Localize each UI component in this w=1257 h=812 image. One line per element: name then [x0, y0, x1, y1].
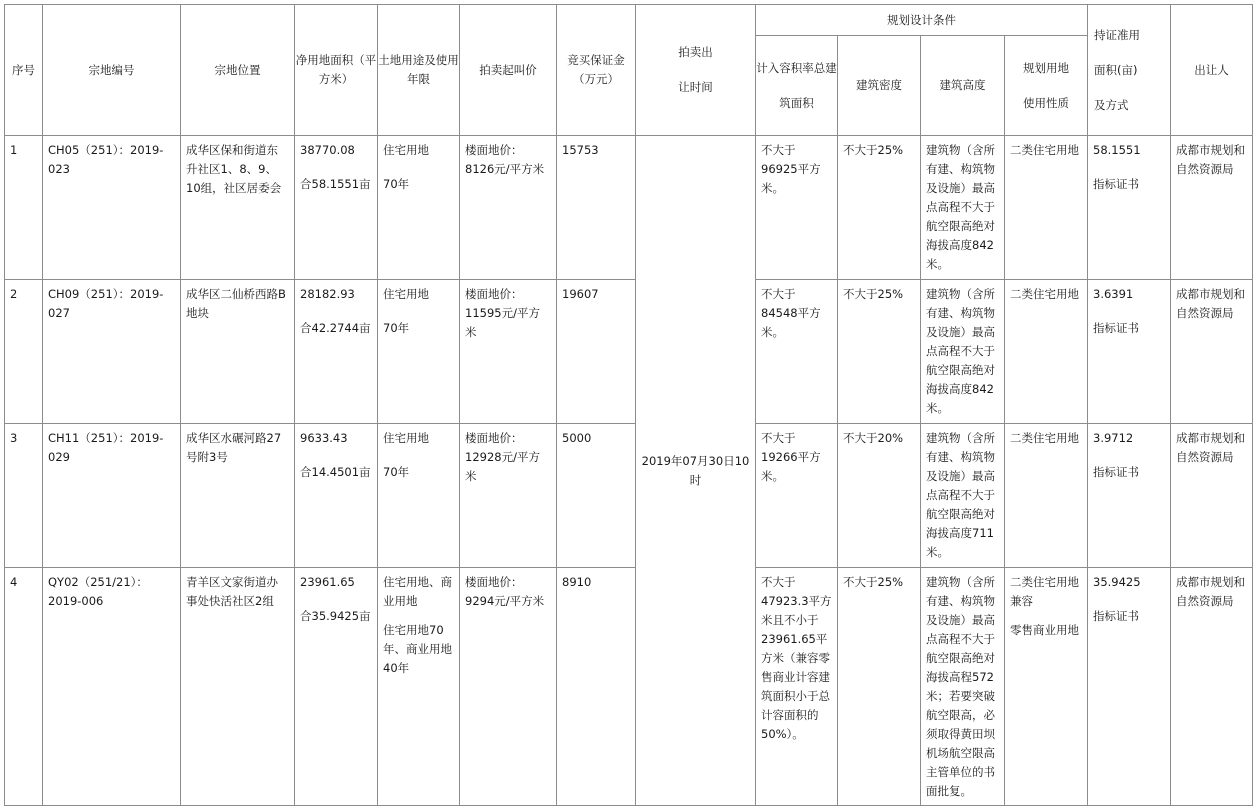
cell-seller: 成都市规划和自然资源局	[1171, 136, 1253, 280]
header-density: 建筑密度	[838, 36, 921, 136]
cell-density: 不大于25%	[838, 568, 921, 806]
header-deposit: 竞买保证金（万元）	[557, 5, 636, 136]
cell-price: 楼面地价： 11595元/平方米	[460, 280, 557, 424]
cell-far: 不大于19266平方米。	[756, 424, 838, 568]
header-parcel-no: 宗地编号	[43, 5, 181, 136]
cell-price: 楼面地价： 9294元/平方米	[460, 568, 557, 806]
cell-deposit: 8910	[557, 568, 636, 806]
cell-quota: 35.9425 指标证书	[1088, 568, 1171, 806]
header-location: 宗地位置	[181, 5, 295, 136]
cell-height: 建筑物（含所有建、构筑物及设施）最高点高程不大于航空限高绝对海拔高程572米；若要突破航空限高，必须取得黄田坝机场航空限高主管单位的书面批复。	[921, 568, 1005, 806]
header-planning-conditions: 规划设计条件	[756, 5, 1088, 36]
table-row	[5, 424, 1253, 568]
cell-deposit: 15753	[557, 136, 636, 280]
cell-location: 成华区保和街道东升社区1、8、9、10组，社区居委会	[181, 136, 295, 280]
cell-auction-time: 2019年07月30日10时	[636, 136, 756, 806]
table-row	[5, 280, 1253, 424]
cell-location: 成华区水碾河路27号附3号	[181, 424, 295, 568]
cell-quota: 3.6391 指标证书	[1088, 280, 1171, 424]
cell-price: 楼面地价： 12928元/平方米	[460, 424, 557, 568]
cell-far: 不大于84548平方米。	[756, 280, 838, 424]
header-height: 建筑高度	[921, 36, 1005, 136]
cell-parcel-no: CH05（251）：2019-023	[43, 136, 181, 280]
cell-seq: 2	[5, 280, 43, 424]
cell-seller: 成都市规划和自然资源局	[1171, 424, 1253, 568]
cell-parcel-no: CH11（251）：2019-029	[43, 424, 181, 568]
header-seq: 序号	[5, 5, 43, 136]
cell-deposit: 5000	[557, 424, 636, 568]
cell-seq: 3	[5, 424, 43, 568]
cell-seq: 4	[5, 568, 43, 806]
cell-height: 建筑物（含所有建、构筑物及设施）最高点高程不大于航空限高绝对海拔高度842米。	[921, 136, 1005, 280]
cell-deposit: 19607	[557, 280, 636, 424]
cell-quota: 58.1551 指标证书	[1088, 136, 1171, 280]
header-net-area: 净用地面积（平方米）	[295, 5, 378, 136]
header-land-use: 土地用途及使用年限	[378, 5, 460, 136]
cell-far: 不大于96925平方米。	[756, 136, 838, 280]
table-row	[5, 136, 1253, 280]
header-far: 计入容积率总建 筑面积	[756, 36, 838, 136]
cell-use-nature: 二类住宅用地兼容 零售商业用地	[1005, 568, 1088, 806]
header-quota: 持证准用 面积(亩) 及方式	[1088, 5, 1171, 136]
cell-location: 成华区二仙桥西路B地块	[181, 280, 295, 424]
cell-land-use: 住宅用地 70年	[378, 280, 460, 424]
cell-price: 楼面地价： 8126元/平方米	[460, 136, 557, 280]
cell-use-nature: 二类住宅用地	[1005, 136, 1088, 280]
header-row-1	[5, 5, 1253, 36]
cell-seq: 1	[5, 136, 43, 280]
cell-area: 38770.08 合58.1551亩	[295, 136, 378, 280]
cell-parcel-no: QY02（251/21）：2019-006	[43, 568, 181, 806]
cell-use-nature: 二类住宅用地	[1005, 424, 1088, 568]
cell-density: 不大于20%	[838, 424, 921, 568]
cell-density: 不大于25%	[838, 136, 921, 280]
header-auction-time: 拍卖出 让时间	[636, 5, 756, 136]
cell-density: 不大于25%	[838, 280, 921, 424]
cell-area: 9633.43 合14.4501亩	[295, 424, 378, 568]
table-row	[5, 568, 1253, 806]
cell-height: 建筑物（含所有建、构筑物及设施）最高点高程不大于航空限高绝对海拔高度711米。	[921, 424, 1005, 568]
cell-area: 28182.93 合42.2744亩	[295, 280, 378, 424]
cell-height: 建筑物（含所有建、构筑物及设施）最高点高程不大于航空限高绝对海拔高度842米。	[921, 280, 1005, 424]
land-auction-table	[4, 4, 1253, 806]
cell-location: 青羊区文家街道办事处快活社区2组	[181, 568, 295, 806]
header-use-nature: 规划用地 使用性质	[1005, 36, 1088, 136]
header-seller: 出让人	[1171, 5, 1253, 136]
cell-land-use: 住宅用地、商业用地 住宅用地70年、商业用地40年	[378, 568, 460, 806]
header-start-price: 拍卖起叫价	[460, 5, 557, 136]
cell-far: 不大于47923.3平方米且不小于23961.65平方米（兼容零售商业计容建筑面积小于总计容面积的50%）。	[756, 568, 838, 806]
cell-quota: 3.9712 指标证书	[1088, 424, 1171, 568]
cell-seller: 成都市规划和自然资源局	[1171, 280, 1253, 424]
cell-parcel-no: CH09（251）：2019-027	[43, 280, 181, 424]
cell-use-nature: 二类住宅用地	[1005, 280, 1088, 424]
cell-land-use: 住宅用地 70年	[378, 136, 460, 280]
cell-land-use: 住宅用地 70年	[378, 424, 460, 568]
cell-area: 23961.65 合35.9425亩	[295, 568, 378, 806]
cell-seller: 成都市规划和自然资源局	[1171, 568, 1253, 806]
